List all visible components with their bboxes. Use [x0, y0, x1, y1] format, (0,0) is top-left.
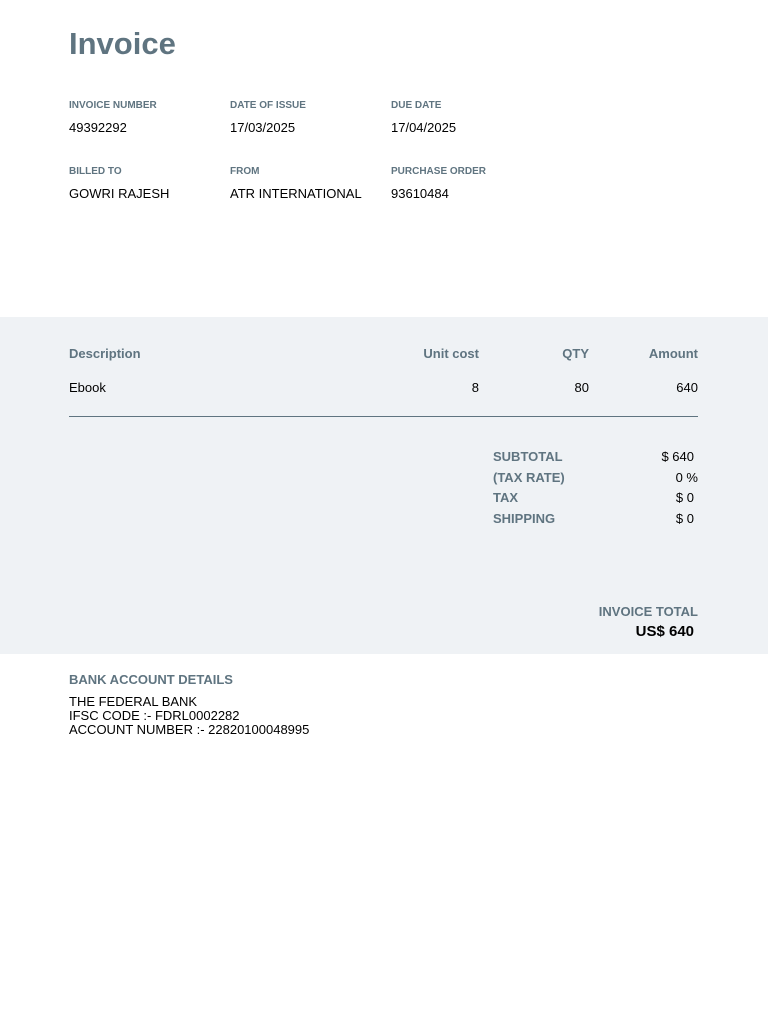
- invoice-number-label: INVOICE NUMBER: [69, 100, 157, 111]
- billed-to-value: GOWRI RAJESH: [69, 186, 170, 201]
- tax-rate-value: 0 %: [675, 470, 698, 485]
- invoice-total-value: US$ 640: [635, 623, 694, 640]
- from-value: ATR INTERNATIONAL: [230, 186, 362, 201]
- invoice-title: Invoice: [69, 26, 176, 61]
- purchase-order-value: 93610484: [391, 186, 449, 201]
- table-divider: [69, 416, 698, 417]
- amount-header: Amount: [648, 346, 698, 361]
- invoice-number-value: 49392292: [69, 120, 127, 135]
- invoice-total-label: INVOICE TOTAL: [598, 604, 698, 619]
- description-header: Description: [69, 346, 141, 361]
- tax-value: $ 0: [675, 490, 694, 505]
- tax-rate-label: (TAX RATE): [493, 470, 565, 485]
- date-of-issue-value: 17/03/2025: [230, 120, 296, 135]
- shipping-label: SHIPPING: [493, 511, 556, 526]
- shipping-value: $ 0: [675, 511, 694, 526]
- bank-details-heading: BANK ACCOUNT DETAILS: [69, 672, 233, 687]
- item-qty: 80: [574, 380, 589, 395]
- qty-header: QTY: [562, 346, 589, 361]
- unit-cost-header: Unit cost: [423, 346, 479, 361]
- due-date-label: DUE DATE: [391, 100, 442, 111]
- bank-account-number: ACCOUNT NUMBER :- 22820100048995: [69, 722, 310, 737]
- billed-to-label: BILLED TO: [69, 166, 122, 177]
- subtotal-value: $ 640: [661, 449, 694, 464]
- purchase-order-label: PURCHASE ORDER: [391, 166, 487, 177]
- bank-name: THE FEDERAL BANK: [69, 694, 198, 709]
- tax-label: TAX: [493, 490, 519, 505]
- from-label: FROM: [230, 166, 260, 177]
- due-date-value: 17/04/2025: [391, 120, 457, 135]
- item-amount: 640: [676, 380, 698, 395]
- bank-ifsc-code: IFSC CODE :- FDRL0002282: [69, 708, 240, 723]
- date-of-issue-label: DATE OF ISSUE: [230, 100, 306, 111]
- item-description: Ebook: [69, 380, 106, 395]
- subtotal-label: SUBTOTAL: [493, 449, 563, 464]
- item-unit-cost: 8: [471, 380, 479, 395]
